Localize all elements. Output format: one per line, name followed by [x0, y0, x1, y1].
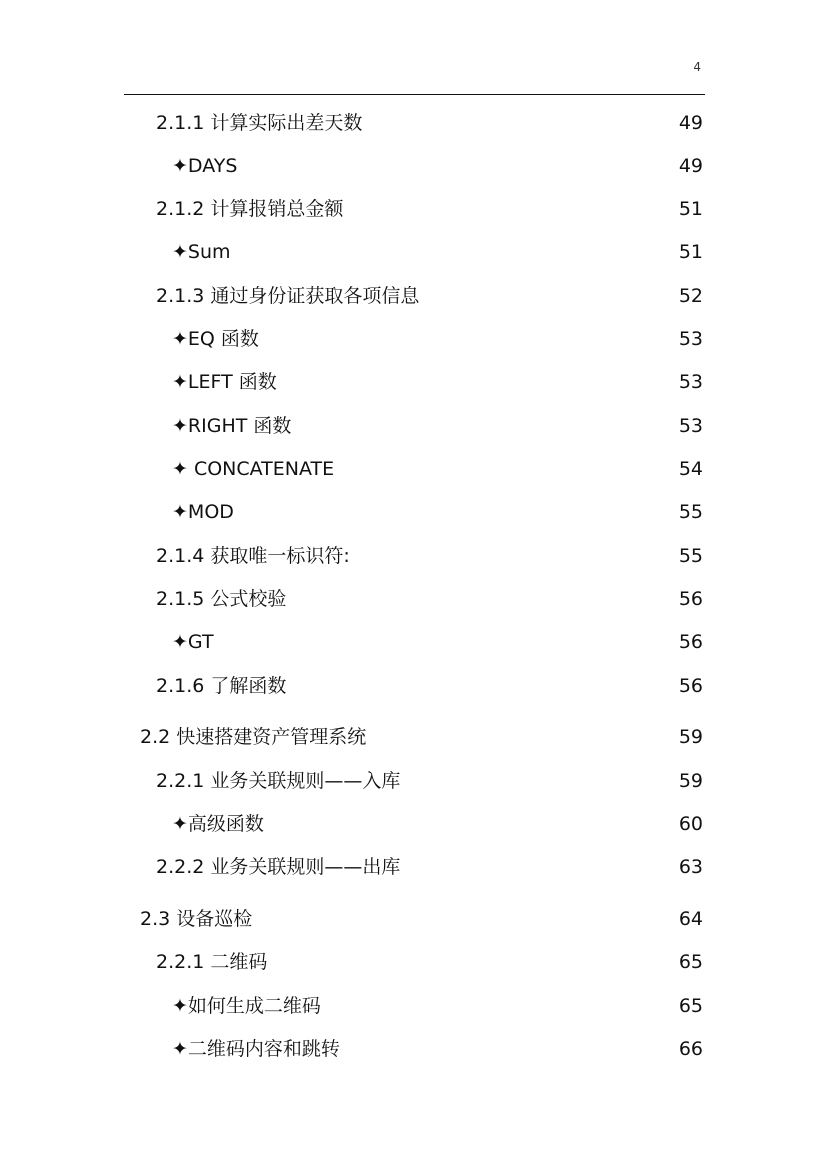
toc-entry-page: 56	[678, 675, 703, 697]
toc-entry-title: ✦ CONCATENATE	[172, 458, 335, 480]
toc-entry[interactable]	[0, 281, 827, 311]
toc-entry-title: ✦MOD	[172, 501, 234, 523]
toc-entry[interactable]	[0, 671, 827, 701]
toc-entry-page: 56	[678, 588, 703, 610]
header-rule	[124, 94, 705, 95]
toc-entry-page: 54	[678, 458, 703, 480]
toc-entry-page: 49	[678, 112, 703, 134]
page-number: 4	[693, 60, 701, 74]
toc-entry[interactable]	[0, 454, 827, 484]
toc-entry-page: 53	[678, 415, 703, 437]
toc-entry[interactable]	[0, 722, 827, 752]
toc-entry-page: 66	[678, 1038, 703, 1060]
toc-entry-title: ✦GT	[172, 631, 214, 653]
toc-entry-title: 2.3 设备巡检	[140, 908, 253, 930]
toc-entry-title: 2.2.1 二维码	[156, 951, 268, 973]
toc-entry[interactable]	[0, 991, 827, 1021]
toc-entry[interactable]	[0, 541, 827, 571]
toc-entry[interactable]	[0, 194, 827, 224]
toc-entry[interactable]	[0, 627, 827, 657]
toc-entry[interactable]	[0, 766, 827, 796]
toc-entry[interactable]	[0, 151, 827, 181]
toc-entry-page: 65	[678, 951, 703, 973]
toc-entry-title: ✦二维码内容和跳转	[172, 1038, 340, 1060]
toc-entry-page: 53	[678, 328, 703, 350]
toc-entry-page: 56	[678, 631, 703, 653]
toc-entry[interactable]	[0, 904, 827, 934]
toc-entry-title: ✦EQ 函数	[172, 328, 259, 350]
toc-entry[interactable]	[0, 108, 827, 138]
toc-entry-title: 2.1.4 获取唯一标识符:	[156, 545, 350, 567]
toc-entry-page: 52	[678, 285, 703, 307]
toc-entry-title: 2.1.5 公式校验	[156, 588, 287, 610]
toc-entry-page: 65	[678, 995, 703, 1017]
toc-entry[interactable]	[0, 324, 827, 354]
toc-entry[interactable]	[0, 367, 827, 397]
toc-entry-title: ✦RIGHT 函数	[172, 415, 292, 437]
toc-entry-page: 64	[678, 908, 703, 930]
toc-entry-title: 2.2.1 业务关联规则——入库	[156, 770, 401, 792]
toc-entry-title: ✦Sum	[172, 241, 231, 263]
toc-entry-page: 59	[678, 726, 703, 748]
toc-entry-title: ✦LEFT 函数	[172, 371, 277, 393]
toc-entry-title: 2.1.6 了解函数	[156, 675, 287, 697]
toc-entry-title: 2.2.2 业务关联规则——出库	[156, 856, 401, 878]
toc-entry-page: 51	[678, 198, 703, 220]
toc-entry-page: 55	[678, 501, 703, 523]
toc-entry-page: 51	[678, 241, 703, 263]
toc-entry-title: 2.1.2 计算报销总金额	[156, 198, 344, 220]
toc-entry-page: 63	[678, 856, 703, 878]
toc-entry-title: 2.1.1 计算实际出差天数	[156, 112, 363, 134]
toc-entry-page: 49	[678, 155, 703, 177]
toc-entry-page: 59	[678, 770, 703, 792]
toc-entry[interactable]	[0, 497, 827, 527]
toc-entry[interactable]	[0, 947, 827, 977]
toc-entry-title: 2.1.3 通过身份证获取各项信息	[156, 285, 420, 307]
toc-entry-title: ✦高级函数	[172, 813, 264, 835]
toc-entry-title: ✦如何生成二维码	[172, 995, 321, 1017]
toc-entry-page: 53	[678, 371, 703, 393]
toc-entry-page: 60	[678, 813, 703, 835]
toc-entry[interactable]	[0, 584, 827, 614]
toc-entry[interactable]	[0, 237, 827, 267]
toc-entry-title: 2.2 快速搭建资产管理系统	[140, 726, 367, 748]
toc-entry[interactable]	[0, 411, 827, 441]
toc-entry-page: 55	[678, 545, 703, 567]
toc-entry[interactable]	[0, 809, 827, 839]
toc-entry-title: ✦DAYS	[172, 155, 238, 177]
toc-entry[interactable]	[0, 852, 827, 882]
toc-entry[interactable]	[0, 1034, 827, 1064]
